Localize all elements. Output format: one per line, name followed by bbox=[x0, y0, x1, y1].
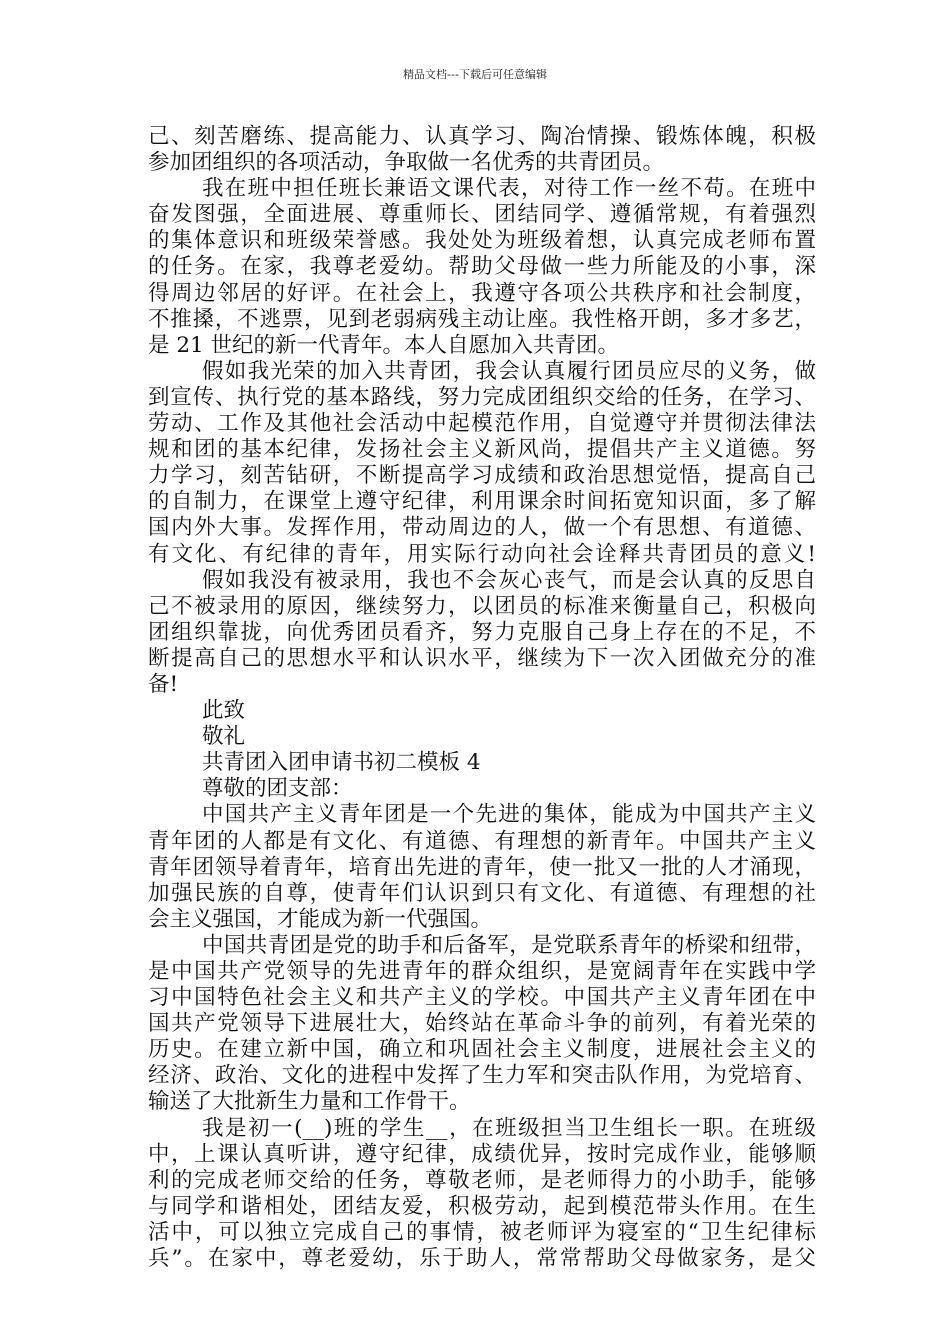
text-line: 备! bbox=[148, 671, 179, 697]
text-line: 有文化、有纪律的青年，用实际行动向社会诠释共青团员的意义! bbox=[148, 541, 816, 567]
text-line: 中，上课认真听讲，遵守纪律，成绩优异，按时完成作业，能够顺 bbox=[148, 1141, 816, 1167]
text-line: 中国共产主义青年团是一个先进的集体，能成为中国共产主义 bbox=[202, 802, 816, 828]
text-line: 输送了大批新生力量和工作骨干。 bbox=[148, 1089, 471, 1115]
text-line: 是中国共产党领导的先进青年的群众组织，是宽阔青年在实践中学 bbox=[148, 959, 816, 984]
text-line: 己、刻苦磨练、提高能力、认真学习、陶冶情操、锻炼体魄，积极 bbox=[148, 124, 816, 149]
text-line: 中国共青团是党的助手和后备军，是党联系青年的桥梁和纽带， bbox=[202, 932, 816, 958]
text-line: 利的完成老师交给的任务，尊敬老师，是老师得力的小助手，能够 bbox=[148, 1167, 816, 1193]
text-line: 尊敬的团支部： bbox=[202, 776, 353, 802]
text-line: 与同学和谐相处，团结友爱，积极劳动，起到模范带头作用。在生 bbox=[148, 1193, 816, 1219]
text-line: 的任务。在家，我尊老爱幼。帮助父母做一些力所能及的小事，深 bbox=[148, 254, 816, 280]
text-line: 此致 bbox=[202, 698, 246, 724]
text-line: 国内外大事。发挥作用，带动周边的人，做一个有思想、有道德、 bbox=[148, 515, 816, 541]
text-line: 到宣传、执行党的基本路线，努力完成团组织交给的任务，在学习、 bbox=[148, 384, 816, 410]
text-line: 国共产党领导下进展壮大，始终站在革命斗争的前列，有着光荣的 bbox=[148, 1011, 816, 1037]
text-line: 劳动、工作及其他社会活动中起模范作用，自觉遵守并贯彻法律法 bbox=[148, 411, 816, 437]
text-line: 团组织靠拢，向优秀团员看齐，努力克服自己身上存在的不足，不 bbox=[148, 619, 816, 645]
text-line: 参加团组织的各项活动，争取做一名优秀的共青团员。 bbox=[148, 150, 665, 176]
text-line: 得周边邻居的好评。在社会上，我遵守各项公共秩序和社会制度， bbox=[148, 280, 816, 306]
text-line: 规和团的基本纪律，发扬社会主义新风尚，提倡共产主义道德。努 bbox=[148, 437, 816, 463]
text-line: 假如我光荣的加入共青团，我会认真履行团员应尽的义务，做 bbox=[202, 358, 816, 384]
text-line: 加强民族的自尊，使青年们认识到只有文化、有道德、有理想的社 bbox=[148, 880, 816, 906]
text-line: 活中，可以独立完成自己的事情，被老师评为寝室的“卫生纪律标 bbox=[148, 1219, 816, 1245]
text-line: 奋发图强，全面进展、尊重师长、团结同学、遵循常规，有着强烈 bbox=[148, 202, 816, 228]
page-header: 精品文档---下载后可任意编辑 bbox=[403, 68, 547, 81]
text-line: 习中国特色社会主义和共产主义的学校。中国共产主义青年团在中 bbox=[148, 985, 816, 1011]
document-body bbox=[148, 124, 816, 1272]
text-line: 青年团领导着青年，培育出先进的青年，使一批又一批的人才涌现， bbox=[148, 854, 816, 880]
text-line: 青年团的人都是有文化、有道德、有理想的新青年。中国共产主义 bbox=[148, 828, 816, 854]
text-line: 敬礼 bbox=[202, 724, 246, 750]
text-line: 力学习，刻苦钻研，不断提高学习成绩和政治思想觉悟，提高自己 bbox=[148, 463, 816, 489]
text-line: 兵”。在家中，尊老爱幼，乐于助人，常常帮助父母做家务，是父 bbox=[148, 1246, 816, 1272]
text-line: 不推搡，不逃票，见到老弱病残主动让座。我性格开朗，多才多艺， bbox=[148, 306, 816, 332]
text-line: 经济、政治、文化的进程中发挥了生力军和突击队作用，为党培育、 bbox=[148, 1063, 816, 1089]
text-line: 己不被录用的原因，继续努力，以团员的标准来衡量自己，积极向 bbox=[148, 593, 816, 619]
text-line: 会主义强国，才能成为新一代强国。 bbox=[148, 906, 493, 932]
text-line: 假如我没有被录用，我也不会灰心丧气，而是会认真的反思自 bbox=[202, 567, 816, 593]
text-line: 断提高自己的思想水平和认识水平，继续为下一次入团做充分的准 bbox=[148, 645, 816, 671]
text-line: 我是初一(__)班的学生__，在班级担当卫生组长一职。在班级 bbox=[202, 1115, 816, 1141]
text-line: 是 21 世纪的新一代青年。本人自愿加入共青团。 bbox=[148, 332, 620, 358]
text-line: 共青团入团申请书初二模板 4 bbox=[202, 750, 481, 776]
text-line: 的集体意识和班级荣誉感。我处处为班级着想，认真完成老师布置 bbox=[148, 228, 816, 254]
text-line: 历史。在建立新中国，确立和巩固社会主义制度，进展社会主义的 bbox=[148, 1037, 816, 1063]
text-line: 我在班中担任班长兼语文课代表，对待工作一丝不苟。在班中 bbox=[202, 176, 816, 202]
text-line: 的自制力，在课堂上遵守纪律，利用课余时间拓宽知识面，多了解 bbox=[148, 489, 816, 515]
